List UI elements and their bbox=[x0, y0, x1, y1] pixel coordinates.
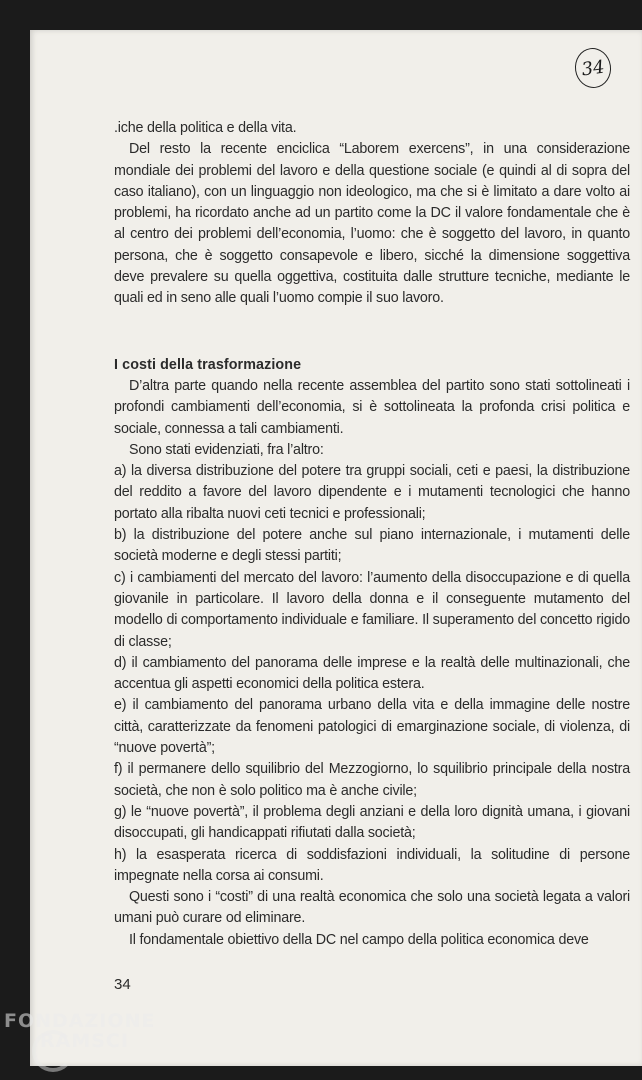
watermark-g-logo-icon bbox=[32, 1030, 74, 1072]
paragraph-assemblea: D’altra parte quando nella recente assemblea del partito sono stati sottolineati i profondi cambiamenti dell’economia, si è sottolineata la profonda crisi politica e sociale, connessa a tali cambiamenti. bbox=[114, 377, 630, 437]
list-item-e: e) il cambiamento del panorama urbano della vita e della immagine delle nostre città, caratterizzate da fenomeni patologici di emarginazione sociale, di violenza, di “nuove povertà”; bbox=[114, 697, 630, 757]
archive-watermark bbox=[4, 1010, 155, 1052]
list-item-g: g) le “nuove povertà”, il problema degli anziani e della loro dignità umana, i giovani disoccupati, gli handicappati rifiutati dalla società; bbox=[114, 803, 630, 842]
watermark-line1: FONDAZIONE bbox=[4, 1010, 156, 1032]
list-item-a: a) la diversa distribuzione del potere tra gruppi sociali, ceti e paesi, la distribuzione del reddito a favore del lavoro dipendente e i mutamenti tecnologici che hanno portato alla ribalta nuovi ceti tecnici e professionali; bbox=[114, 463, 630, 522]
paragraph-costi: Questi sono i “costi” di una realtà economica che solo una società legata a valori umani può curare od eliminare. bbox=[114, 889, 630, 927]
section-heading: I costi della trasformazione bbox=[114, 356, 302, 373]
document-page bbox=[30, 30, 642, 1066]
list-item-d: d) il cambiamento del panorama delle imprese e la realtà delle multinazionali, che accentua gli aspetti economici della politica estera. bbox=[114, 654, 630, 693]
handwritten-page-mark: 34 bbox=[572, 46, 613, 91]
list-item-f: f) il permanere dello squilibrio del Mezzogiorno, lo squilibrio principale della nostra società, che non è solo politico ma è anche civile; bbox=[114, 761, 630, 799]
page-number: 34 bbox=[114, 976, 131, 993]
paragraph-evidenziati: Sono stati evidenziati, fra l’altro: bbox=[129, 441, 324, 458]
paragraph-obiettivo: Il fondamentale obiettivo della DC nel campo della politica economica deve bbox=[129, 931, 589, 948]
list-item-c: c) i cambiamenti del mercato del lavoro: l’aumento della disoccupazione e di quella giovanile in particolare. Il lavoro della donna e il conseguente mutamento del modello di comportamento individuale e familiare. Il superamento del concetto rigido di classe; bbox=[114, 569, 630, 650]
list-item-h: h) la esasperata ricerca di soddisfazioni individuali, la solitudine di persone impegnate nella corsa ai consumi. bbox=[114, 846, 630, 884]
list-item-b: b) la distribuzione del potere anche sul piano internazionale, i mutamenti delle società moderne e degli stessi partiti; bbox=[114, 527, 630, 565]
body-text bbox=[114, 118, 630, 951]
watermark-line2: RAMSCI bbox=[40, 1030, 129, 1052]
paragraph-laborem-exercens: Del resto la recente enciclica “Laborem exercens”, in una considerazione mondiale dei problemi del lavoro e della questione sociale (e quindi al di sopra del caso italiano), con un linguaggio non ideologico, ma che si è limitato a dare volto ai problemi, ha ricordato anche ad un partito come la DC il valore fondamentale che è al centro dei problemi dell’economia, l’uomo: che è soggetto del lavoro, in quanto persona, che è soggetto consapevole e libero, sicché la dimensione soggettiva deve prevalere su quella oggettiva, costituita dalle strutture tecniche, mediante le quali ed in seno alle quali l’uomo compie il suo lavoro. bbox=[114, 141, 630, 307]
paragraph-continuation: .iche della politica e della vita. bbox=[114, 120, 297, 136]
